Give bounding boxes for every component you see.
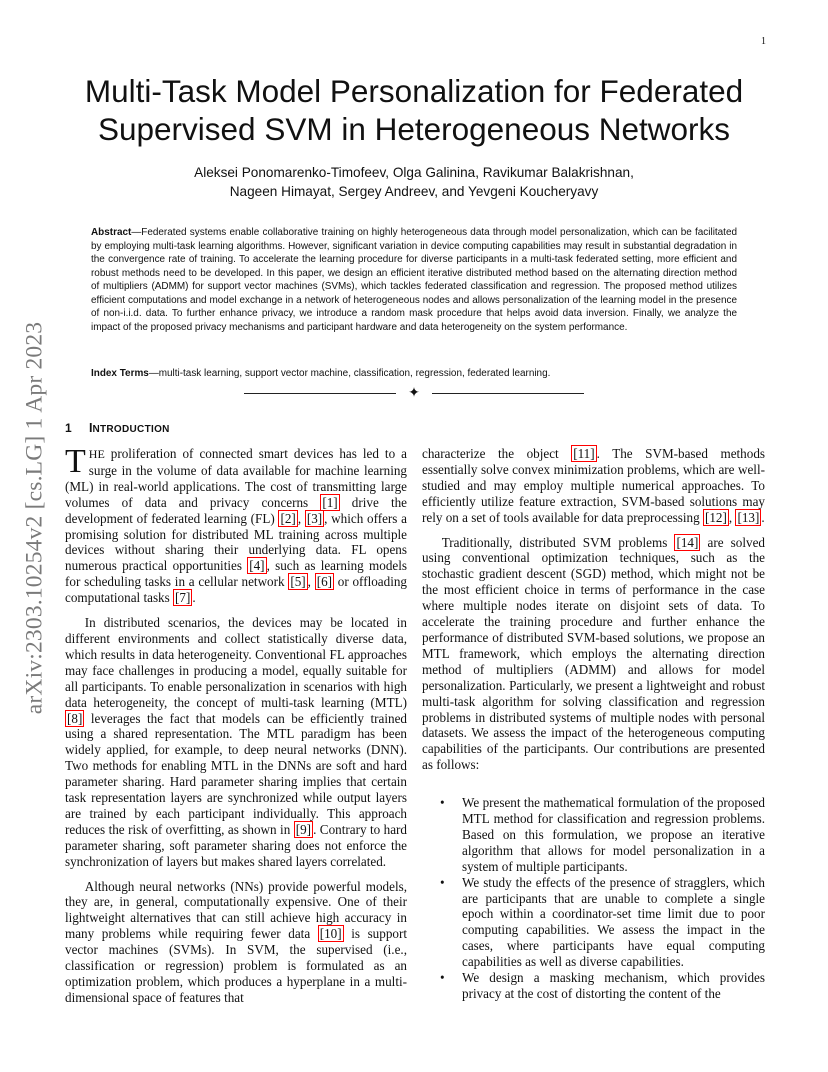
author-list — [100, 163, 728, 201]
drop-cap: T — [65, 443, 86, 480]
section-heading-introduction — [65, 421, 170, 435]
text-run: , such as learning models for scheduling tasks in a cellular network — [65, 558, 407, 590]
left-column — [65, 443, 408, 1006]
divider-line-right — [432, 393, 584, 394]
list-item: • We design a masking mechanism, which provides privacy at the cost of distorting the content of the — [422, 970, 765, 1002]
text-run: , — [307, 574, 315, 590]
text-run: . — [192, 590, 196, 606]
citation-link[interactable]: [13] — [737, 509, 760, 525]
text-run: Traditionally, distributed SVM problems — [441, 534, 675, 550]
section-title-initial: I — [89, 421, 93, 435]
abstract-text: —Federated systems enable collaborative training on highly heterogeneous data through model personalization, which can be facilitated by employing multi-task learning algorithms. However, significant variation in device computing capabilities may result in substantial degradation in the convergence rate of training. To accelerate the learning procedure for diverse participants in a multi-task federated setting, more efficient and robust methods need to be developed. In this paper, we design an efficient iterative distributed method based on the alternating direction method of multipliers (ADMM) for support vector machines (SVMs), which tackles federated classification and regression. The proposed method utilizes efficient computations and model exchange in a network of heterogeneous nodes and allows personalization of the learning model in the presence of non-i.i.d. data. To further enhance privacy, we introduce a random mask procedure that helps avoid data inversion. Finally, we analyze the impact of the proposed privacy mechanisms and participant hardware and data heterogeneity on the system performance. — [91, 227, 737, 333]
text-run: , which offers a promising solution for distributed ML training across multiple devices without sharing their underlying data. FL opens numerous practical opportunities — [65, 510, 407, 574]
paper-title — [60, 72, 768, 148]
index-terms-text: —multi-task learning, support vector machine, classification, regression, federated learning. — [148, 368, 551, 379]
right-column — [422, 446, 765, 1002]
index-terms — [91, 367, 737, 380]
authors-line-1: Aleksei Ponomarenko-Timofeev, Olga Galinina, Ravikumar Balakrishnan, — [194, 165, 634, 180]
title-line-2: Supervised SVM in Heterogeneous Networks — [97, 111, 731, 147]
list-item: • We present the mathematical formulation of the proposed MTL method for classification and regression problems. Based on this formulation, we propose an iterative algorithm that allows for model personalization in a system of multiple participants. — [422, 795, 765, 875]
paragraph-2 — [65, 615, 407, 870]
citation-link[interactable]: [12] — [704, 509, 727, 525]
text-run: proliferation of connected smart devices has led to a surge in the volume of data available for machine learning (ML) in real-world applications. The cost of transmitting large volumes of data and privacy concerns — [65, 446, 407, 510]
title-line-1: Multi-Task Model Personalization for Federated — [84, 73, 744, 109]
text-run: leverages the fact that models can be efficiently trained using a shared representation. The MTL paradigm has been widely applied, for example, to deep neural networks (DNN). Two methods for enabling MTL in the DNNs are soft and hard parameter sharing. Hard parameter sharing implies that certain task representation layers are synchronized while output layers are trained by each participant individually. This approach reduces the risk of overfitting, as shown in — [65, 710, 407, 837]
section-number: 1 — [65, 421, 72, 435]
arxiv-identifier-stamp — [6, 288, 64, 748]
arxiv-identifier-text: arXiv:2303.10254v2 [cs.LG] 1 Apr 2023 — [21, 321, 48, 715]
section-divider — [244, 386, 584, 400]
citation-link[interactable]: [6] — [316, 574, 333, 590]
citation-link[interactable]: [11] — [573, 446, 595, 461]
page-number: 1 — [761, 36, 766, 47]
text-run: . The SVM-based methods essentially solve convex minimization problems, which are well-studied and may employ multiple numerical approaches. To efficiently utilize feature extraction, SVM-based solutions may rely on a set of tools available for data preprocessing — [422, 446, 766, 525]
text-run: drive the development of federated learning (FL) — [65, 494, 408, 526]
citation-link[interactable]: [14] — [676, 534, 699, 550]
text-run: , — [728, 509, 736, 525]
text-run: are solved using conventional optimization techniques, such as the stochastic gradient descent (SGD) method, which might not be the most efficient choice in terms of performance in the case where multiple nodes iterate on disjoint sets of data. To accelerate the training procedure and further enhance the performance of distributed SVM-based solutions, we propose an MTL framework, which employs the alternating direction method of multipliers (ADMM) and allows for model personalization. Particularly, we present a lightweight and robust multi-task algorithm for solving classification and regression problems in distributed systems of multiple nodes with personal datasets. We assess the impact of the heterogeneous computing capabilities of the participants. Our contributions are presented as follows: — [422, 534, 765, 773]
citation-link[interactable]: [2] — [280, 510, 296, 526]
citation-link[interactable]: [7] — [175, 590, 191, 606]
text-run: characterize the object — [422, 446, 572, 461]
text-run: is support vector machines (SVMs). In SVM, the supervised (i.e., classification or regression) problem is formulated as an optimization problem, which produces a hyperplane in a multi-dimensional space of features that — [65, 926, 407, 1005]
citation-link[interactable]: [1] — [322, 494, 338, 510]
citation-link[interactable]: [4] — [249, 558, 265, 574]
citation-link[interactable]: [9] — [295, 821, 312, 837]
text-run: In distributed scenarios, the devices may be located in different environments and collect statistically diverse data, which results in data heterogeneity. Conventional FL approaches may face challenges in producing a model, equally suitable for all participants. To enable personalization in scenarios with high data heterogeneity, the concept of multi-task learning (MTL) — [65, 615, 407, 710]
citation-link[interactable]: [8] — [67, 710, 83, 726]
citation-link[interactable]: [10] — [319, 926, 342, 942]
abstract-label: Abstract — [91, 227, 132, 238]
text-run: , — [297, 510, 305, 526]
authors-line-2: Nageen Himayat, Sergey Andreev, and Yevgeni Koucheryavy — [229, 184, 599, 199]
text-run: or offloading computational tasks — [65, 574, 407, 606]
section-title-rest: NTRODUCTION — [92, 424, 170, 435]
text-run: . — [761, 509, 765, 525]
index-terms-label: Index Terms — [91, 368, 149, 379]
paragraph-5 — [422, 535, 765, 774]
text-run: . Contrary to hard parameter sharing, soft parameter sharing does not enforce the synchronization of layers but makes shared layers correlated. — [65, 821, 407, 869]
small-caps-word: HE — [88, 447, 105, 461]
list-item: • We study the effects of the presence of stragglers, which are participants that are unable to complete a single epoch within a coordinator-set time limit due to poor computing capabilities. We assess the impact in the cases, where participants have equal computing capabilities as well as diverse capabilities. — [422, 875, 765, 970]
citation-link[interactable]: [5] — [290, 574, 306, 590]
paragraph-3 — [65, 879, 407, 1006]
divider-line-left — [244, 393, 396, 394]
paragraph-1 — [65, 443, 408, 606]
citation-link[interactable]: [3] — [306, 510, 323, 526]
abstract — [91, 226, 737, 334]
contributions-list — [422, 795, 765, 1002]
paragraph-4 — [422, 446, 765, 526]
divider-ornament-icon: ✦ — [408, 385, 420, 401]
text-run: Although neural networks (NNs) provide powerful models, they are, in general, computationally expensive. One of their lightweight alternatives that can still achieve high accuracy in many problems while requiring fewer data — [65, 878, 407, 942]
